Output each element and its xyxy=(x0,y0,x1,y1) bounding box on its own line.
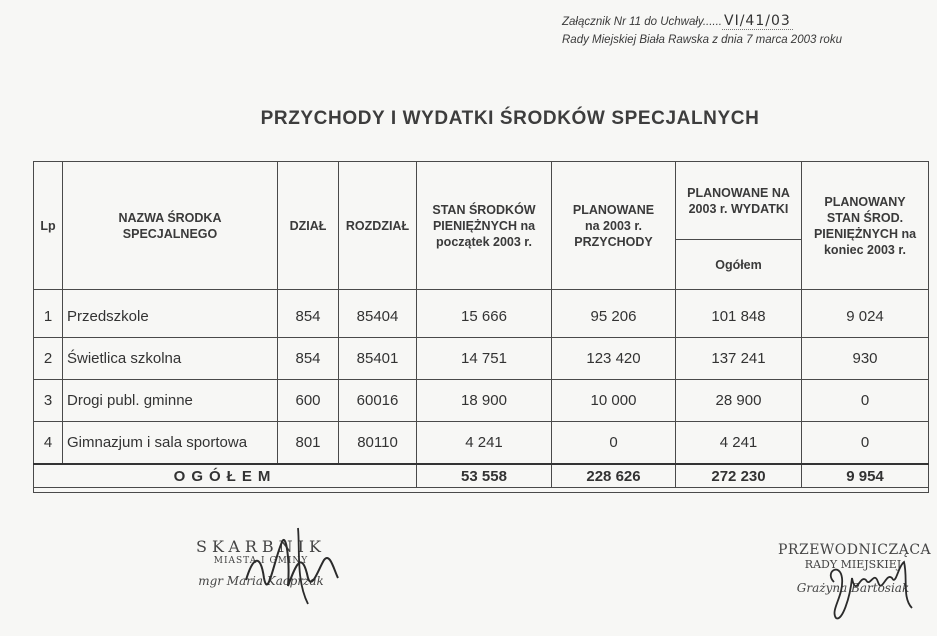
total-opening-balance: 53 558 xyxy=(417,464,552,488)
row-name: Świetlica szkolna xyxy=(63,338,278,380)
header-opening-balance: STAN ŚRODKÓW PIENIĘŻNYCH na początek 2003 r. xyxy=(417,162,552,290)
total-planned-revenue: 228 626 xyxy=(552,464,676,488)
row-opening-balance: 4 241 xyxy=(417,422,552,465)
treasurer-stamp xyxy=(186,537,336,588)
treasurer-role: SKARBNIK xyxy=(196,537,326,556)
row-dzial: 854 xyxy=(278,290,339,338)
treasurer-office: MIASTA I GMINY xyxy=(213,556,309,566)
header-lp: Lp xyxy=(34,162,63,290)
row-lp: 4 xyxy=(34,422,63,465)
row-planned-expenses: 28 900 xyxy=(676,380,802,422)
table-frame-bottom xyxy=(34,488,929,493)
header-name: NAZWA ŚRODKA SPECJALNEGO xyxy=(63,162,278,290)
chairwoman-role: PRZEWODNICZĄCA xyxy=(778,542,932,558)
header-planned-expenses: PLANOWANE NA 2003 r. WYDATKI xyxy=(676,162,802,240)
total-planned-expenses: 272 230 xyxy=(676,464,802,488)
total-label: OGÓŁEM xyxy=(34,464,417,488)
attachment-prefix: Załącznik Nr 11 do Uchwały xyxy=(562,16,703,28)
row-name: Gimnazjum i sala sportowa xyxy=(63,422,278,465)
row-lp: 1 xyxy=(34,290,63,338)
row-planned-expenses: 137 241 xyxy=(676,338,802,380)
row-opening-balance: 18 900 xyxy=(417,380,552,422)
row-closing-balance: 0 xyxy=(802,422,929,465)
row-planned-revenue: 123 420 xyxy=(552,338,676,380)
table-row xyxy=(34,290,929,338)
row-rozdzial: 85404 xyxy=(339,290,417,338)
row-planned-revenue: 0 xyxy=(552,422,676,465)
row-dzial: 854 xyxy=(278,338,339,380)
attachment-line-1 xyxy=(562,12,922,31)
row-planned-revenue: 10 000 xyxy=(552,380,676,422)
total-closing-balance: 9 954 xyxy=(802,464,929,488)
header-planned-revenue: PLANOWANE na 2003 r. PRZYCHODY xyxy=(552,162,676,290)
chairwoman-office: RADY MIEJSKIEJ xyxy=(804,558,902,571)
row-dzial: 801 xyxy=(278,422,339,465)
row-dzial: 600 xyxy=(278,380,339,422)
row-closing-balance: 9 024 xyxy=(802,290,929,338)
total-row xyxy=(34,464,929,488)
resolution-number: VI/41/03 xyxy=(724,13,791,29)
row-opening-balance: 14 751 xyxy=(417,338,552,380)
header-row xyxy=(34,162,929,240)
treasurer-name: mgr Maria Kacprzak xyxy=(198,574,324,588)
header-closing-balance: PLANOWANY STAN ŚROD. PIENIĘŻNYCH na koniec 2003 r. xyxy=(802,162,929,290)
attachment-line-2: Rady Miejskiej Biała Rawska z dnia 7 marca 2003 roku xyxy=(562,34,842,46)
header-rozdzial: ROZDZIAŁ xyxy=(339,162,417,290)
table-row xyxy=(34,380,929,422)
header-dzial: DZIAŁ xyxy=(278,162,339,290)
row-closing-balance: 0 xyxy=(802,380,929,422)
table-row xyxy=(34,338,929,380)
chairwoman-stamp xyxy=(778,542,932,595)
table-row xyxy=(34,422,929,465)
row-name: Drogi publ. gminne xyxy=(63,380,278,422)
row-planned-expenses: 101 848 xyxy=(676,290,802,338)
attachment-dots: ...... xyxy=(702,16,722,28)
row-rozdzial: 80110 xyxy=(339,422,417,465)
row-rozdzial: 85401 xyxy=(339,338,417,380)
row-opening-balance: 15 666 xyxy=(417,290,552,338)
header-expenses-total: Ogółem xyxy=(676,240,802,290)
document-title: PRZYCHODY I WYDATKI ŚRODKÓW SPECJALNYCH xyxy=(260,108,760,129)
row-lp: 3 xyxy=(34,380,63,422)
row-planned-revenue: 95 206 xyxy=(552,290,676,338)
chairwoman-name: Grażyna Bartosiak xyxy=(796,581,910,595)
row-name: Przedszkole xyxy=(63,290,278,338)
budget-table xyxy=(33,161,929,493)
row-planned-expenses: 4 241 xyxy=(676,422,802,465)
row-closing-balance: 930 xyxy=(802,338,929,380)
row-lp: 2 xyxy=(34,338,63,380)
row-rozdzial: 60016 xyxy=(339,380,417,422)
attachment-note xyxy=(562,12,922,49)
